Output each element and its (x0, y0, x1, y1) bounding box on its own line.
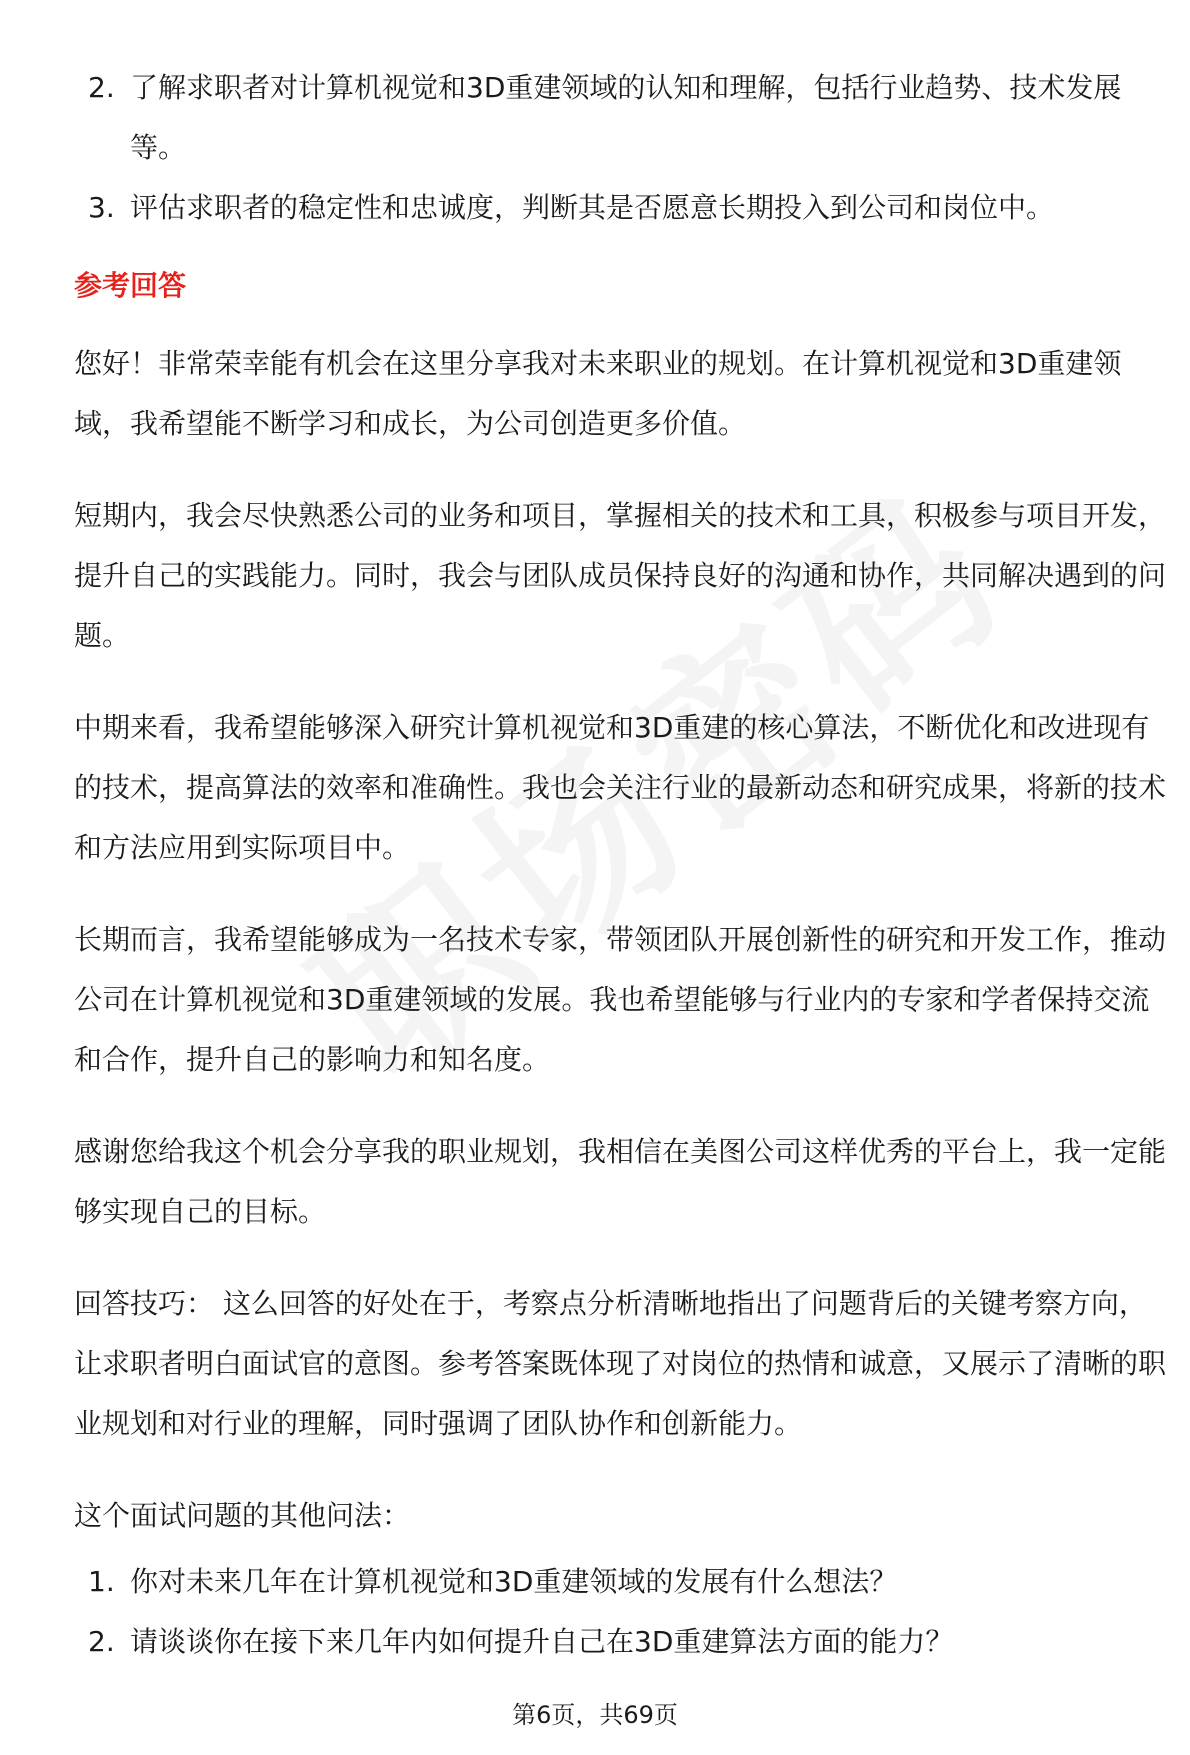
top-numbered-list (74, 58, 1174, 238)
answer-tips-paragraph: 回答技巧： 这么回答的好处在于，考察点分析清晰地指出了问题背后的关键考察方向，让求职者明白面试官的意图。参考答案既体现了对岗位的热情和诚意，又展示了清晰的职业规划和对行业的理解，同时强调了团队协作和创新能力。 (74, 1287, 1167, 1440)
paragraph: 长期而言，我希望能够成为一名技术专家，带领团队开展创新性的研究和开发工作，推动公司在计算机视觉和3D重建领域的发展。我也希望能够与行业内的专家和学者保持交流和合作，提升自己的影响力和知名度。 (74, 923, 1167, 1076)
paragraph: 中期来看，我希望能够深入研究计算机视觉和3D重建的核心算法，不断优化和改进现有的技术，提高算法的效率和准确性。我也会关注行业的最新动态和研究成果，将新的技术和方法应用到实际项目中。 (74, 711, 1167, 864)
list-item-text: 了解求职者对计算机视觉和3D重建领域的认知和理解，包括行业趋势、技术发展等。 (130, 71, 1122, 164)
list-item-text: 你对未来几年在计算机视觉和3D重建领域的发展有什么想法？ (130, 1565, 898, 1598)
bottom-numbered-list (74, 1552, 1174, 1672)
page-number-footer: 第6页，共69页 (512, 1701, 678, 1729)
list-item-number: 1. (88, 1565, 115, 1598)
answer-heading: 参考回答 (74, 269, 187, 302)
paragraph: 您好！非常荣幸能有机会在这里分享我对未来职业的规划。在计算机视觉和3D重建领域，我希望能不断学习和成长，为公司创造更多价值。 (74, 347, 1122, 440)
list-item-number: 3. (88, 191, 115, 224)
list-item-text: 请谈谈你在接下来几年内如何提升自己在3D重建算法方面的能力？ (130, 1625, 954, 1658)
other-phrasings-heading: 这个面试问题的其他问法： (74, 1499, 411, 1532)
list-item (74, 1552, 1174, 1612)
list-item (74, 178, 1174, 238)
document-content (74, 58, 1174, 1672)
paragraph: 短期内，我会尽快熟悉公司的业务和项目，掌握相关的技术和工具，积极参与项目开发，提升自己的实践能力。同时，我会与团队成员保持良好的沟通和协作，共同解决遇到的问题。 (74, 499, 1167, 652)
list-item (74, 58, 1174, 178)
list-item-number: 2. (88, 71, 115, 104)
paragraph: 感谢您给我这个机会分享我的职业规划，我相信在美图公司这样优秀的平台上，我一定能够实现自己的目标。 (74, 1135, 1167, 1228)
list-item (74, 1612, 1174, 1672)
list-item-text: 评估求职者的稳定性和忠诚度，判断其是否愿意长期投入到公司和岗位中。 (130, 191, 1055, 224)
list-item-number: 2. (88, 1625, 115, 1658)
